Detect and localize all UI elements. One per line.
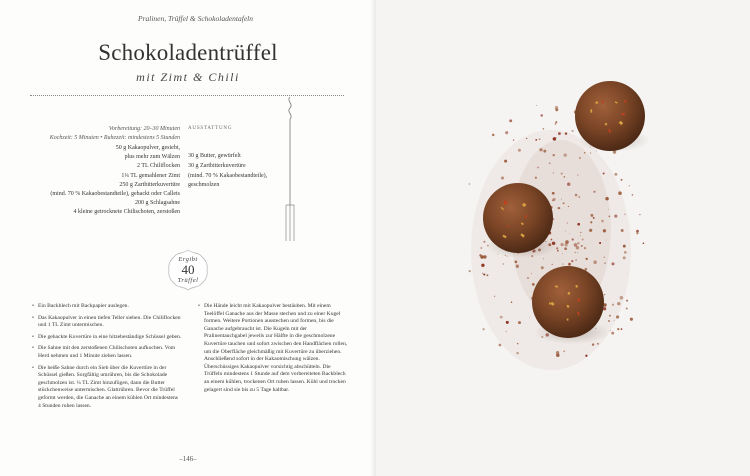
spice-speck	[549, 162, 551, 164]
spice-speck	[606, 240, 607, 241]
spice-speck	[543, 150, 546, 153]
instruction-step: • Die heiße Sahne durch ein Sieb über die Kuvertüre in der Schüssel gießen. Sorgfältig umrühren, bis die Schokolade geschmolzen ist. ¼ TL Zimt hinzufügen, dann die Butter stückchenweise untermischen. Glattrühren. Bevor die Trüffel geformt werden, die Ganache an einem kühlen Ort mindestens 4 Stunden ruhen lassen.	[32, 365, 182, 411]
spice-speck	[562, 263, 563, 264]
spice-speck	[506, 321, 509, 324]
spice-speck	[608, 320, 610, 322]
spice-speck	[503, 263, 504, 264]
spice-speck	[582, 239, 584, 241]
spice-speck	[584, 247, 586, 249]
spice-speck	[492, 134, 495, 137]
spice-speck	[555, 123, 557, 125]
spice-speck	[621, 179, 623, 181]
spice-speck	[553, 172, 554, 173]
spice-speck	[593, 217, 595, 219]
instructions-column-right	[198, 303, 348, 398]
recipe-subtitle: mit Zimt & Chili	[136, 70, 240, 84]
spice-speck	[567, 222, 568, 223]
spice-speck	[564, 153, 567, 156]
spice-speck	[532, 283, 535, 286]
spice-speck	[612, 262, 615, 265]
spice-speck	[469, 183, 471, 185]
spice-speck	[516, 352, 519, 355]
spice-speck	[561, 173, 563, 175]
spice-speck	[518, 149, 521, 152]
spice-speck	[578, 196, 579, 197]
spice-speck	[527, 277, 529, 279]
spice-speck	[617, 302, 620, 305]
spice-speck	[513, 139, 514, 140]
spice-speck	[564, 243, 567, 246]
ingredient-item: (mind. 70 % Kakaobestandteile), gehackt oder Callets	[50, 191, 180, 198]
ingredient-item: 30 g Butter, gewürfelt	[188, 153, 241, 159]
spice-speck	[480, 247, 482, 249]
spice-speck	[620, 296, 624, 300]
spice-speck	[618, 191, 622, 195]
spice-speck	[601, 220, 604, 223]
spice-speck	[580, 232, 581, 233]
spice-speck	[541, 266, 544, 269]
spice-speck	[535, 177, 537, 179]
instruction-step: • Das Kakaopulver in einen tiefen Teller sieben. Die Chiliflocken und 1 TL Zimt untermischen.	[32, 315, 182, 330]
spice-speck	[561, 199, 562, 200]
spice-speck	[593, 260, 597, 264]
chili-flake	[575, 285, 577, 288]
spice-speck	[555, 121, 557, 123]
chili-flake	[590, 109, 592, 112]
ingredient-item: 250 g Zartbitterkuvertüre	[119, 181, 180, 188]
spice-speck	[580, 235, 581, 236]
spice-speck	[596, 151, 597, 152]
spice-speck	[579, 157, 581, 159]
spice-speck	[565, 231, 566, 232]
chapter-heading: Pralinen, Trüffel & Schokoladentafeln	[138, 14, 253, 23]
spice-speck	[556, 351, 559, 354]
spice-speck	[614, 173, 617, 176]
spice-speck	[608, 209, 609, 210]
spice-speck	[623, 256, 626, 259]
ingredient-item: 50 g Kakaopulver, gesiebt,	[115, 145, 180, 151]
spice-speck	[541, 114, 543, 116]
spice-speck	[553, 137, 557, 141]
ingredient-item: 2 TL Chiliflocken	[137, 163, 180, 170]
spice-speck	[555, 108, 558, 111]
spice-speck	[626, 308, 628, 310]
yield-unit: Trüffel	[177, 277, 199, 284]
spice-speck	[617, 328, 619, 330]
spice-speck	[571, 260, 573, 262]
spice-speck	[624, 251, 627, 254]
spice-speck	[626, 300, 628, 302]
spice-speck	[558, 132, 561, 135]
spice-speck	[469, 270, 471, 272]
spice-speck	[526, 138, 527, 139]
spice-speck	[629, 185, 630, 186]
spice-speck	[563, 202, 565, 204]
spice-speck	[643, 242, 645, 244]
chili-flake	[622, 113, 625, 116]
spice-speck	[585, 355, 587, 357]
recipe-title: Schokoladentrüffel	[98, 40, 278, 65]
instruction-step: • Die gehackte Kuvertüre in eine hitzebeständige Schüssel geben.	[32, 334, 182, 342]
spice-speck	[630, 318, 633, 321]
spice-speck	[575, 194, 578, 197]
spice-speck	[505, 131, 508, 134]
spice-speck	[577, 242, 579, 244]
spice-speck	[531, 273, 532, 274]
spice-speck	[624, 214, 625, 215]
prep-time: Vorbereitung: 20–30 Minuten	[108, 126, 180, 132]
spice-speck	[481, 264, 484, 267]
ingredient-item: plus mehr zum Wälzen	[124, 154, 180, 161]
ingredient-item: 4 kleine getrocknete Chilischoten, zerstoßen	[73, 209, 180, 216]
chili-flake	[602, 100, 603, 103]
truffle-photo	[376, 0, 750, 476]
spice-speck	[556, 137, 557, 138]
spice-speck	[483, 273, 485, 275]
ingredient-item: 1¼ TL gemahlener Zimt	[121, 172, 180, 179]
spice-speck	[574, 243, 578, 247]
spice-speck	[597, 343, 599, 345]
spice-speck	[581, 245, 583, 247]
spice-speck	[603, 229, 606, 232]
spice-speck	[518, 321, 521, 324]
instruction-step: • Ein Backblech mit Backpapier auslegen.	[32, 303, 182, 311]
instructions-column-left	[32, 303, 182, 414]
spice-speck	[539, 138, 541, 140]
spice-speck	[584, 152, 586, 154]
spice-speck	[517, 343, 519, 345]
timing-info	[30, 125, 180, 143]
spice-speck	[553, 154, 555, 156]
spice-speck	[611, 332, 614, 335]
spice-speck	[486, 274, 488, 276]
spice-speck	[610, 330, 611, 331]
spice-speck	[614, 215, 617, 218]
spice-speck	[535, 139, 537, 141]
cook-rest-time: Kochzeit: 5 Minuten • Ruhezeit: mindestens 5 Stunden	[49, 135, 180, 141]
ingredient-item: (mind. 70 % Kakaobestandteile), geschmolzen	[188, 173, 268, 188]
spice-speck	[529, 317, 530, 318]
spice-speck	[589, 229, 592, 232]
spice-speck	[590, 153, 591, 154]
spice-speck	[590, 221, 592, 223]
spice-speck	[612, 304, 614, 306]
spice-speck	[564, 176, 566, 178]
spice-speck	[604, 294, 605, 295]
spice-speck	[632, 194, 634, 196]
spice-speck	[577, 223, 580, 226]
spice-speck	[553, 198, 556, 201]
instruction-step: • Die Sahne mit den zerstoßenen Chilischoten aufkochen. Vom Herd nehmen und 1 Minute ziehen lassen.	[32, 345, 182, 360]
spice-speck	[568, 263, 571, 266]
spice-speck	[516, 265, 519, 268]
spice-speck	[593, 191, 595, 193]
spice-speck	[609, 216, 611, 218]
spice-speck	[483, 241, 485, 243]
spice-speck	[515, 261, 518, 264]
spice-speck	[500, 316, 503, 319]
ingredients-list-right	[188, 152, 284, 191]
spice-speck	[590, 214, 593, 217]
spice-speck	[576, 246, 579, 249]
spice-speck	[509, 119, 512, 122]
spice-speck	[499, 344, 502, 347]
spice-speck	[616, 315, 619, 318]
yield-badge	[166, 248, 210, 292]
page-number: –146–	[179, 455, 197, 463]
spice-speck	[604, 256, 606, 258]
spice-speck	[636, 232, 638, 234]
spice-speck	[609, 315, 611, 317]
spice-speck	[536, 105, 537, 106]
spice-speck	[501, 176, 504, 179]
spice-speck	[575, 259, 577, 261]
spice-speck	[479, 254, 481, 256]
spice-speck	[506, 331, 507, 332]
spice-speck	[483, 255, 486, 258]
spice-speck	[621, 229, 624, 232]
spice-speck	[567, 183, 570, 186]
instruction-step: • Die Hände leicht mit Kakaopulver bestäuben. Mit einem Teelöffel Ganache aus der Masse stechen und zu einer Kugel formen. Weitere Portionen ausstechen und formen, bis die Ganache aufgebraucht ist. Die Kugeln mit der Pralinentauchgabel jeweils zur Hälfte in die geschmolzene Kuvertüre tauchen und sofort zwischen den Handflächen rollen, um die Oberfläche gleichmäßig mit Kuvertüre zu überziehen. Anschließend sofort in der Kakaomischung wälzen. Überschüssiges Kakaopulver vorsichtig abschütteln. Die Trüffeln mindestens 1 Stunde auf dem vorbereiteten Backblech an einem kühlen, trockenen Ort ruhen lassen. Kühl und trocken gelagert sind sie bis zu 5 Tage haltbar.	[198, 303, 348, 394]
spice-speck	[557, 207, 559, 209]
spice-speck	[561, 243, 564, 246]
spice-speck	[563, 350, 565, 352]
spice-speck	[511, 301, 513, 303]
ingredients-list-left	[30, 144, 180, 218]
spice-speck	[552, 192, 555, 195]
spice-speck	[543, 258, 544, 259]
spice-speck	[605, 197, 608, 200]
spice-speck	[568, 206, 569, 207]
yield-label: Ergibt	[178, 256, 198, 263]
spice-speck	[586, 258, 588, 260]
spice-speck	[539, 148, 542, 151]
ingredient-item: 200 g Schlagsahne	[135, 200, 180, 207]
spice-speck	[639, 214, 640, 215]
spice-speck	[575, 252, 576, 253]
spice-speck	[603, 172, 605, 174]
spice-speck	[569, 233, 570, 234]
spice-speck	[565, 132, 567, 134]
spice-speck	[572, 238, 574, 240]
spice-speck	[584, 268, 587, 271]
equipment-label: AUSSTATTUNG	[188, 126, 233, 131]
spice-speck	[557, 250, 559, 252]
yield-number: 40	[181, 262, 195, 277]
spice-speck	[552, 264, 553, 265]
spice-speck	[482, 273, 483, 274]
spice-speck	[577, 252, 578, 253]
spice-speck	[577, 175, 578, 176]
spice-speck	[621, 328, 623, 330]
chili-flake	[568, 292, 571, 295]
spice-speck	[537, 167, 539, 169]
spice-speck	[623, 245, 626, 248]
spice-speck	[604, 262, 605, 263]
spice-speck	[504, 160, 507, 163]
spice-speck	[614, 320, 615, 321]
spice-speck	[564, 247, 567, 250]
spice-speck	[562, 253, 563, 254]
spice-speck	[543, 128, 545, 130]
spice-speck	[599, 242, 601, 244]
ingredient-item: 30 g Zartbitterkuvertüre	[188, 163, 246, 170]
spice-speck	[494, 296, 495, 297]
spice-speck	[592, 343, 594, 345]
spice-speck	[571, 130, 573, 132]
truffle-top	[575, 81, 650, 152]
spice-speck	[482, 328, 484, 330]
